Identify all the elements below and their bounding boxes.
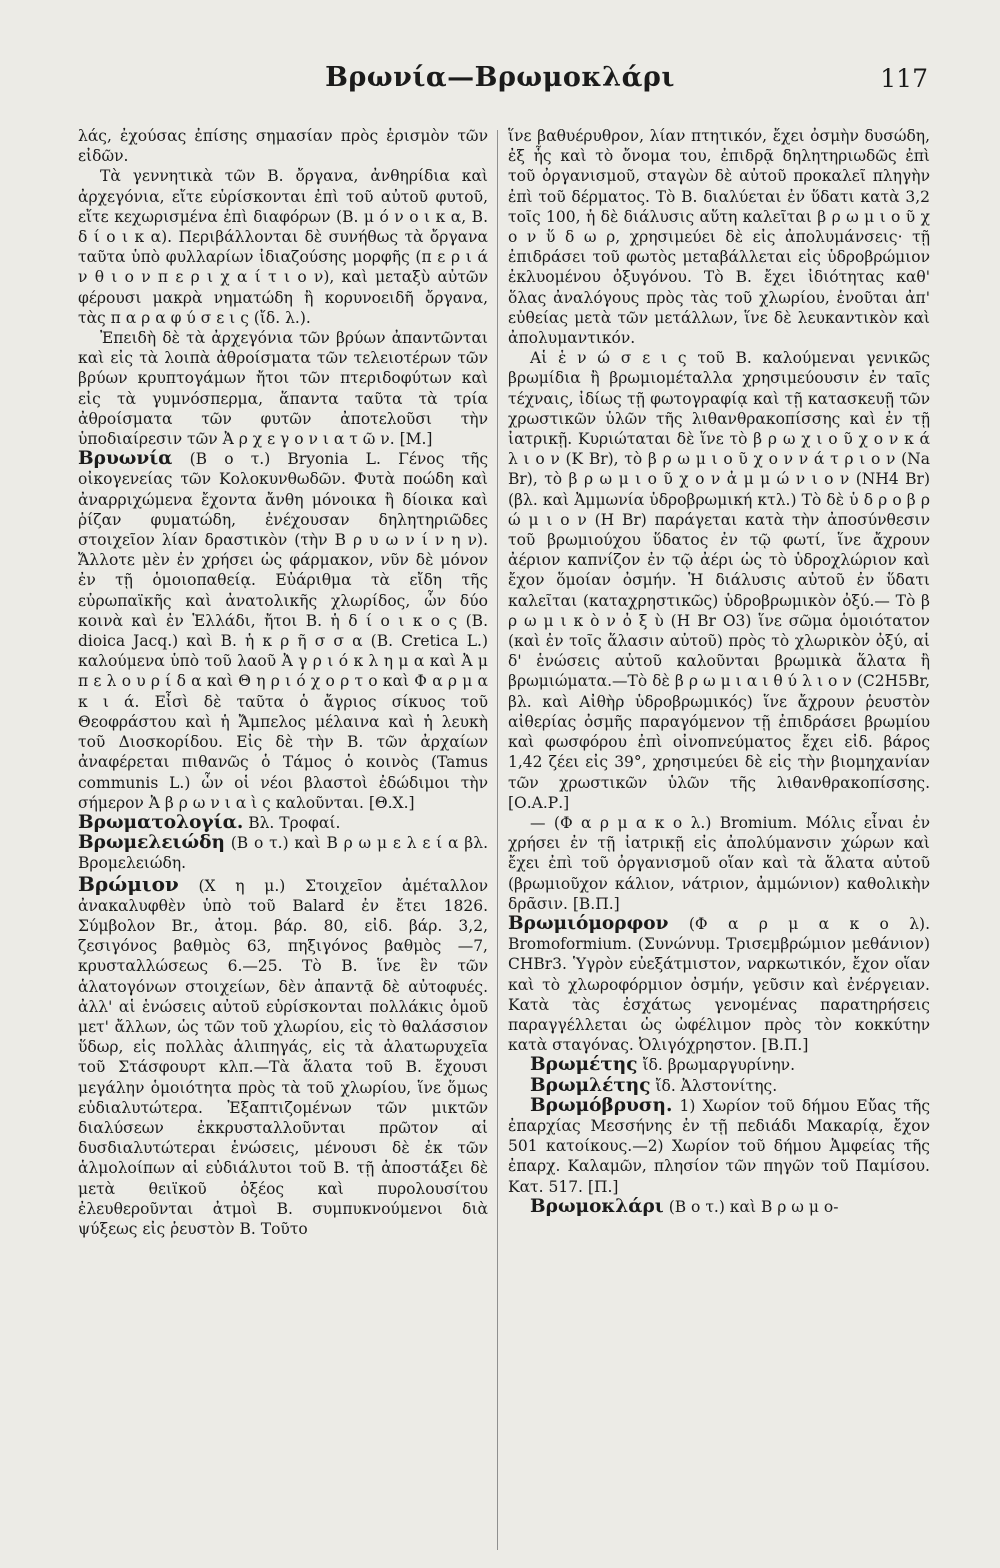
entry-body: (Χ η μ.) Στοιχεῖον ἀμέταλλον ἀνακαλυφθὲν ὑπὸ τοῦ Balard ἐν ἔτει 1826. Σύμβολον Br., ἀτομ. βάρ. 80, εἰδ. βάρ. 3,2, ζεσιγόνος βαθμὸς 63, πηξιγόνος βαθμὸς —7, κρυσταλλώσεως 6.—25. Τὸ Β. ἵνε ἓν τῶν ἁλατογόνων στοιχείων, δὲν ἀπαντᾷ δὲ αὐτοφυές. ἀλλ' αἱ ἑνώσεις αὐτοῦ εὑρίσκονται πολλάκις ὁμοῦ μετ' ἄλλων, ὡς τῶν τοῦ χλωρίου, εἰς τὸ θαλάσσιον ὕδωρ, εἰς πολλὰς ἁλιπηγάς, εἰς τὰ ἁλατωρυχεῖα τοῦ Στάσφουρτ κλπ.—Τὰ ἅλατα τοῦ Β. ἔχουσι μεγάλην ὁμοιότητα πρὸς τὰ τοῦ χλωρίου, ἵνε ὅμως εὐδιαλυτώτερα. Ἐξαπτιζομένων τῶν μικτῶν διαλύσεων ἐκκρυσταλλοῦνται πρῶτον αἱ δυσδιαλυτώτεραι ἑνώσεις, μένουσι δὲ ἐκ τῶν ἁλμολοίπων αἱ εὐδιάλυτοι τοῦ Β. τῇ ἀποστάξει δὲ μετὰ θειϊκοῦ ὀξέος καὶ πυρολουσίτου ἐλευθεροῦνται ἀτμοὶ Β. συμπυκνούμενοι διὰ ψύξεως εἰς ῥευστὸν Β. Τοῦτο bbox=[78, 876, 488, 1238]
entry-headword: Βρυωνία bbox=[78, 448, 173, 470]
paragraph: Αἱ ἑ ν ώ σ ε ι ς τοῦ Β. καλούμεναι γενικῶς βρωμίδια ἢ βρωμιομέταλλα χρησιμεύουσιν ἐν ταῖς τέχναις, ἰδίως τῇ φωτογραφίᾳ καὶ τῇ κατασκευῇ τῶν χρωστικῶν ὑλῶν τῆς λιθανθρακοπίσσης καὶ ἐν τῇ ἰατρικῇ. Κυριώταται δὲ ἵνε τὸ β ρ ω χ ι ο ῦ χ ο ν κ ά λ ι ο ν (K Br), τὸ β ρ ω μ ι ο ῦ χ ο ν ν ά τ ρ ι ο ν (Na Br), τὸ β ρ ω μ ι ο ῦ χ ο ν ἀ μ μ ώ ν ι ο ν (NH4 Br) (βλ. καὶ Ἀμμωνία ὑδροβρωμική κτλ.) Τὸ δὲ ὑ δ ρ ο β ρ ώ μ ι ο ν (H Br) παράγεται κατὰ τὴν ἀποσύνθεσιν τοῦ βρωμιούχου ὕδατος ἐν τῷ φωτί, ἵνε ἄχρουν ἀέριον καπνίζον ἐν τῷ ἀέρι ὡς τὸ ὑδροχλώριον καὶ ἔχον ὅμοίαν ὀσμήν. Ἡ διάλυσις αὐτοῦ ἐν ὕδατι καλεῖται (καταχρηστικῶς) ὑδροβρωμικὸν ὀξύ.— Τὸ β ρ ω μ ι κ ὸ ν ὀ ξ ὺ (H Br O3) ἵνε σῶμα ὁμοιότατον (καὶ ἐν τοῖς ἅλασιν αὐτοῦ) πρὸς τὸ χλωρικὸν ὀξύ, αἱ δ' ἑνώσεις αὐτοῦ καλοῦνται βρωμικὰ ἅλατα ἢ βρωμιώματα.—Τὸ δὲ β ρ ω μ ι α ι θ ύ λ ι ο ν (C2H5Br, βλ. καὶ Αἰθὴρ ὑδροβρωμικός) ἵνε ἄχρουν ῥευστὸν αἰθερίας ὀσμῆς παραγόμενον τῇ ἐπιδράσει βρωμίου καὶ φωσφόρου ἐπὶ οἰνοπνεύματος ἔχει εἰδ. βάρος 1,42 ζέει εἰς 39°, χρησιμεύει δὲ εἰς τὴν βιομηχανίαν τῶν χρωστικῶν ὑλῶν τῆς λιθανθρακοπίσσης. [Ο.Α.Ρ.] bbox=[508, 349, 930, 812]
entry-headword: Βρωματολογία. bbox=[78, 811, 244, 833]
entry-body: (Β ο τ.) καὶ Β ρ ω μ ε λ ε ί α βλ. Βρομελειώδη. bbox=[78, 834, 488, 873]
page-header bbox=[0, 62, 1000, 102]
right-column bbox=[508, 126, 930, 1556]
entry-body: (Β ο τ.) καὶ Β ρ ω μ ο- bbox=[663, 1197, 839, 1216]
entry-vrometis bbox=[508, 1055, 930, 1075]
entry-vromiomorfon bbox=[508, 914, 930, 1055]
entry-headword: Βρωμέτης bbox=[530, 1054, 638, 1076]
entry-vromatologia bbox=[78, 813, 488, 833]
entry-body: (Φ α ρ μ α κ ο λ). Bromoformium. (Συνώνυμ. Τρισεμβρώμιον μεθάνιον) CHBr3. Ὑγρὸν εὐεξάτμιστον, ναρκωτικόν, ἔχον οἵαν καὶ τὸ χλωροφόρμιον ὀσμήν, γεῦσιν καὶ ἐνέργειαν. Κατὰ τὰς ἐσχάτως γενομένας παρατηρήσεις παραγγέλλεται ὡς ὠφέλιμον πρὸς τὸν κοκκύτην κατὰ σταγόνας. Ὀλιγόχρηστον. [Β.Π.] bbox=[508, 914, 930, 1055]
entry-body: 1) Χωρίον τοῦ δήμου Εὔας τῆς ἐπαρχίας Μεσσήνης ἐν τῇ πεδιάδι Μακαρίᾳ, ἔχον 501 κατοίκους.—2) Χωρίον τοῦ δήμου Ἀμφείας τῆς ἐπαρχ. Καλαμῶν, πλησίον τῶν πηγῶν τοῦ Παμίσου. Κατ. 517. [Π.] bbox=[508, 1096, 930, 1196]
paragraph: λάς, ἐχούσας ἐπίσης σημασίαν πρὸς ἑρισμὸν τῶν εἰδῶν. bbox=[78, 127, 488, 166]
entry-body: ἴδ. βρωμαργυρίνην. bbox=[637, 1056, 796, 1075]
entry-body: (Β ο τ.) Bryonia L. Γένος τῆς οἰκογενείας τῶν Κολοκυνθωδῶν. Φυτὰ ποώδη καὶ ἀναρριχώμενα ἔχοντα ἄνθη μόνοικα ἢ δίοικα καὶ ῥίζαν φυματώδη, ἐνέχουσαν δηλητηριῶδες στοιχεῖον λίαν δραστικὸν (τὴν Β ρ υ ω ν ί ν η ν). Ἄλλοτε μὲν ἐν χρήσει ὡς φάρμακον, νῦν δὲ μόνον ἐν τῇ ὁμοιοπαθείᾳ. Εὐάριθμα τὰ εἴδη τῆς εὐρωπαϊκῆς καὶ ἀνατολικῆς χλωρίδος, ὧν δύο κοινὰ καὶ ἐν Ἑλλάδι, ἤτοι Β. ἡ δ ί ο ι κ ο ς (B. dioica Jacq.) καὶ Β. ἡ κ ρ ῆ σ σ α (B. Cretica L.) καλούμενα ὑπὸ τοῦ λαοῦ Ἀ γ ρ ι ό κ λ η μ α καὶ Ἀ μ π ε λ ο υ ρ ί δ α καὶ Θ η ρ ι ό χ ο ρ τ ο καὶ Φ α ρ μ α κ ι ά. Εἶσὶ δὲ ταῦτα ὁ ἄγριος σίκυος τοῦ Θεοφράστου καὶ ἡ Ἄμπελος μέλαινα καὶ ἡ λευκὴ τοῦ Διοσκορίδου. Εἰς δὲ τὴν Β. τῶν ἀρχαίων ἀναφέρεται πιθανῶς ὁ Τάμος ὁ κοινὸς (Tamus communis L.) ὧν οἱ νέοι βλαστοὶ ἐδώδιμοι τὴν σήμερον Ἀ β ρ ω ν ι α ὶ ς καλοῦνται. [Θ.Χ.] bbox=[78, 450, 488, 812]
entry-vromletis bbox=[508, 1076, 930, 1096]
entry-headword: Βρωμιόμορφον bbox=[508, 912, 669, 934]
entry-vromovrysi bbox=[508, 1096, 930, 1197]
page-number: 117 bbox=[880, 64, 928, 93]
entry-vromion bbox=[78, 871, 488, 1240]
entry-headword: Βρώμιον bbox=[78, 871, 179, 896]
column-divider bbox=[497, 130, 498, 1550]
paragraph: ἵνε βαθυέρυθρον, λίαν πτητικόν, ἔχει ὀσμὴν δυσώδη, ἐξ ἧς καὶ τὸ ὄνομα του, ἐπιδρᾷ δηλητηριωδῶς ἐπὶ τοῦ ὀργανισμοῦ, σταγὼν δὲ αὐτοῦ προκαλεῖ πληγὴν ἐπὶ τοῦ δέρματος. Τὸ Β. διαλύεται ἐν ὕδατι κατὰ 3,2 τοῖς 100, ἡ δὲ διάλυσις αὕτη καλεῖται β ρ ω μ ι ο ῦ χ ο ν ὕ δ ω ρ, χρησιμεύει δὲ εἰς ἀπολυμάνσεις· τῇ ἐπιδράσει τοῦ φωτὸς μεταβάλλεται εἰς ὑδροβρώμιον ἐκλυομένου ὀξυγόνου. Τὸ Β. ἔχει ἰδιότητας καθ' ὅλας ἀναλόγους πρὸς τὰς τοῦ χλωρίου, ἑνοῦται ἀπ' εὐθείας μετὰ τῶν μετάλλων, ἵνε δὲ λευκαντικὸν καὶ ἀπολυμαντικόν. bbox=[508, 127, 930, 348]
paragraph: Ἐπειδὴ δὲ τὰ ἀρχεγόνια τῶν βρύων ἀπαντῶνται καὶ εἰς τὰ λοιπὰ ἀθροίσματα τῶν τελειοτέρων τῶν βρύων κρυπτογάμων ἤτοι τῶν πτεριδοφύτων καὶ εἰς τὰ γυμνόσπερμα, ἅπαντα ταῦτα τὰ τρία ἀθροίσματα τῶν φυτῶν ἀποτελοῦσι τὴν ὑποδιαίρεσιν τῶν Ἀ ρ χ ε γ ο ν ι α τ ῶ ν. [Μ.] bbox=[78, 329, 488, 449]
entry-headword: Βρωμόβρυση. bbox=[530, 1094, 673, 1116]
left-column bbox=[78, 126, 488, 1556]
entry-bryonia bbox=[78, 449, 488, 813]
paragraph: — (Φ α ρ μ α κ ο λ.) Bromium. Μόλις εἶναι ἐν χρήσει ἐν τῇ ἰατρικῇ εἰς ἀπολύμανσιν χώρων καὶ ἔχει ἐπὶ τοῦ ὀργανισμοῦ οἵαν καὶ τὰ ἅλατα αὐτοῦ (βρωμιοῦχον κάλιον, νάτριον, ἀμμώνιον) καθολικὴν δρᾶσιν. [Β.Π.] bbox=[508, 813, 930, 913]
entry-headword: Βρωμοκλάρι bbox=[530, 1195, 664, 1217]
entry-vromeleiodi bbox=[78, 833, 488, 873]
entry-body: ἴδ. Ἀλστονίτης. bbox=[650, 1076, 778, 1095]
entry-body: Βλ. Τροφαί. bbox=[243, 813, 341, 832]
paragraph: Τὰ γεννητικὰ τῶν Β. ὄργανα, ἀνθηρίδια καὶ ἀρχεγόνια, εἴτε εὑρίσκονται ἐπὶ τοῦ αὐτοῦ φυτοῦ, εἴτε κεχωρισμένα ἐπὶ διαφόρων (Β. μ ό ν ο ι κ α, Β. δ ί ο ι κ α). Περιβάλλονται δὲ συνήθως τὰ ὄργανα ταῦτα ὑπὸ φυλλαρίων ἰδιαζούσης μορφῆς (π ε ρ ι ά ν θ ι ο ν π ε ρ ι χ α ί τ ι ο ν), καὶ μεταξὺ αὐτῶν φέρουσι μακρὰ νηματώδη ἢ κορυνοειδῆ ὄργανα, τὰς π α ρ α φ ύ σ ε ι ς (ἴδ. λ.). bbox=[78, 167, 488, 327]
entry-headword: Βρωμλέτης bbox=[530, 1074, 651, 1096]
entry-headword: Βρωμελειώδη bbox=[78, 832, 225, 854]
running-head: Βρωνία—Βρωμοκλάρι bbox=[325, 62, 675, 93]
entry-vromoklari bbox=[508, 1197, 930, 1217]
